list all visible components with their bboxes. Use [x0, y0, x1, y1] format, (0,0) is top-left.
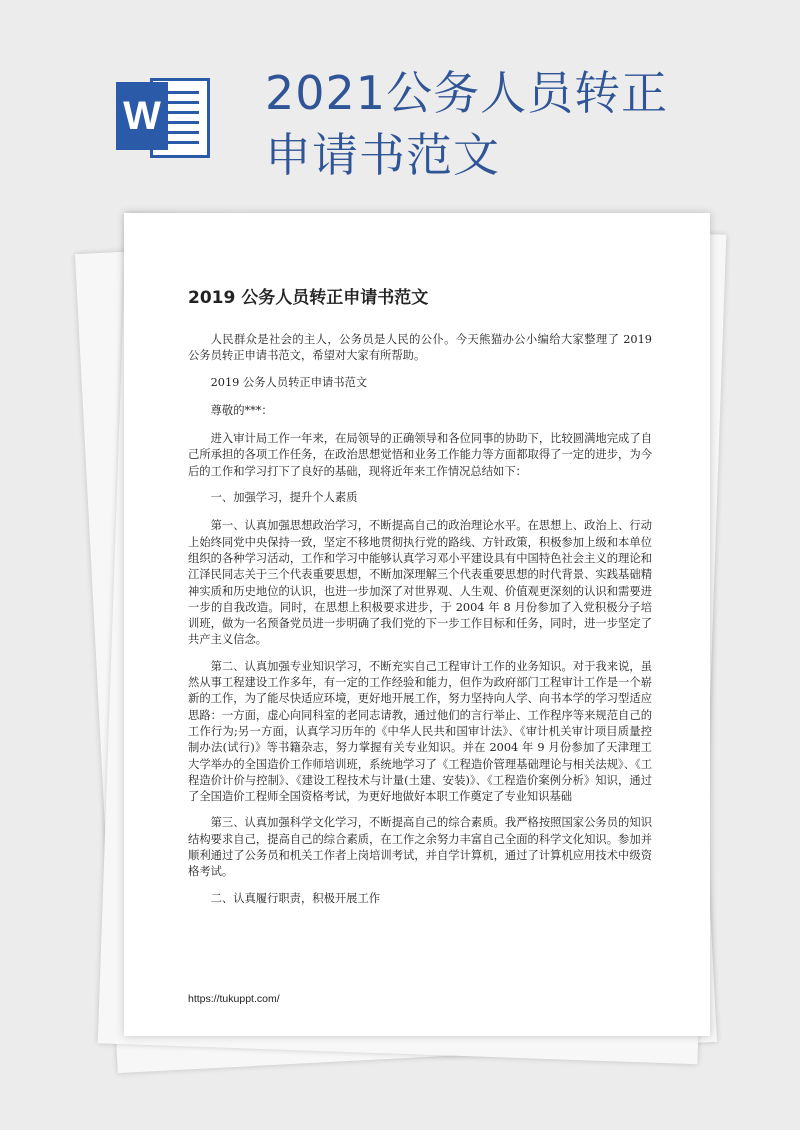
body-paragraph: 第一、认真加强思想政治学习，不断提高自己的政治理论水平。在思想上、政治上、行动上始终同党中央保持一致，坚定不移地贯彻执行党的路线、方针政策，积极参加上级和本单位组织的各种学习活动，工作和学习中能够认真学习邓小平建设具有中国特色社会主义的理论和江泽民同志关于三个代表重要思想，不断加深理解三个代表重要思想的时代背景、实践基础精神实质和历史地位的认识，也进一步加深了对世界观、人生观、价值观更深刻的认识和需要进一步的自我改造。同时，在思想上积极要求进步，于 2004 年 8 月份参加了入党积极分子培训班，做为一名预备党员进一步明确了我们党的下一步工作目标和任务，同时，进一步坚定了共产主义信念。 [188, 519, 652, 647]
body-paragraph: 进入审计局工作一年来，在局领导的正确领导和各位同事的协助下，比较圆满地完成了自己所承担的各项工作任务，在政治思想觉悟和业务工作能力等方面都取得了一定的进步，为今后的工作和学习打下了良好的基础，现将近年来工作情况总结如下： [188, 432, 652, 478]
page-title-line-2: 申请书范文 [265, 128, 500, 182]
section-heading: 二、认真履行职责，积极开展工作 [210, 891, 381, 905]
page-title [265, 62, 765, 186]
header [0, 0, 800, 210]
body-paragraph: 第二、认真加强专业知识学习，不断充实自己工程审计工作的业务知识。对于我来说，虽然从事工程建设工作多年，有一定的工作经验和能力，但作为政府部门工程审计工作是一个崭新的工作，为了能尽快适应环境，更好地开展工作，努力坚持向人学、向书本学的学习型适应思路：一方面，虚心向同科室的老同志请教，通过他们的言行举止、工作程序等来规范自己的工作行为;另一方面，认真学习历年的《中华人民共和国审计法》、《审计机关审计项目质量控制办法(试行)》等书籍杂志，努力掌握有关专业知识。并在 2004 年 9 月份参加了天津理工大学举办的全国造价工作师培训班，系统地学习了《工程造价管理基础理论与相关法规》、《工程造价计价与控制》、《建设工程技术与计量(土建、安装)》、《工程造价案例分析》知识，通过了全国造价工程师全国资格考试，为更好地做好本职工作奠定了专业知识基础 [188, 659, 652, 804]
page-title-line-1: 2021公务人员转正 [265, 66, 669, 120]
body-paragraph: 第三、认真加强科学文化学习，不断提高自己的综合素质。我严格按照国家公务员的知识结构要求自己，提高自己的综合素质，在工作之余努力丰富自己全面的科学文化知识。参加并顺利通过了公务员和机关工作者上岗培训考试，并自学计算机，通过了计算机应用技术中级资格考试。 [188, 816, 652, 879]
word-badge: W [116, 82, 168, 150]
salutation: 尊敬的***： [210, 403, 273, 417]
document-title: 2019 公务人员转正申请书范文 [188, 288, 429, 308]
word-document-icon [116, 72, 212, 164]
footer-url[interactable]: https://tukuppt.com/ [188, 993, 280, 1005]
section-heading: 一、加强学习，提升个人素质 [210, 491, 358, 505]
intro-paragraph: 人民群众是社会的主人，公务员是人民的公仆。今天熊猫办公小编给大家整理了 2019 公务员转正申请书范文，希望对大家有所帮助。 [188, 333, 652, 363]
subtitle-paragraph: 2019 公务人员转正申请书范文 [210, 375, 368, 389]
document-page [124, 213, 710, 1036]
